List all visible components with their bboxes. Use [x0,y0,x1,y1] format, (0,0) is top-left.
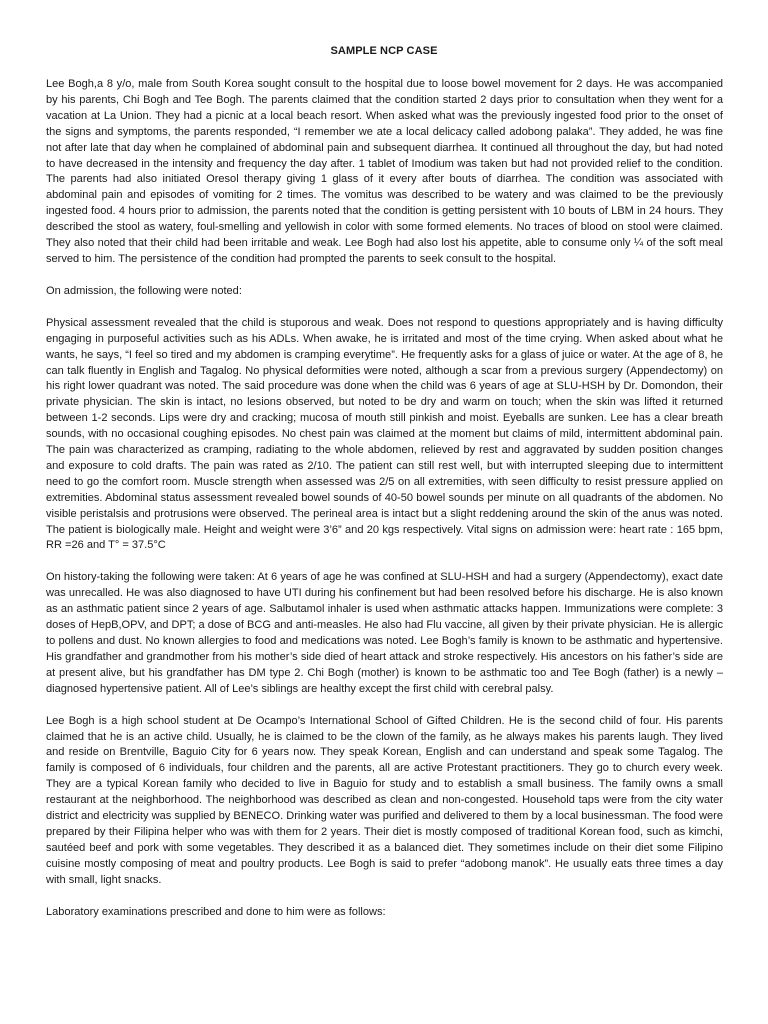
paragraph-history: On history-taking the following were taken: At 6 years of age he was confined at SLU-HSH and had a surgery (Appendectomy), exact date was unrecalled. He was also diagnosed to have UTI during his confinement but had been resolved before his discharge. He is also known as an asthmatic patient since 2 years of age. Salbutamol inhaler is used when asthmatic attacks happen. Immunizations were complete: 3 doses of HepB,OPV, and DPT; a dose of BCG and anti-measles. He also had Flu vaccine, all given by their private physician. He is allergic to pollens and dust. No known allergies to food and medications was noted. Lee Bogh’s family is known to be asthmatic and hypertensive. His grandfather and grandmother from his mother’s side died of heart attack and stroke respectively. His ancestors on his father’s side are at present alive, but his grandfather has DM type 2. Chi Bogh (mother) is known to be asthmatic too and Tee Bogh (father) is a newly –diagnosed hypertensive patient. All of Lee’s siblings are healthy except the first child with cerebral palsy. [46,571,723,695]
paragraph-admission-intro: On admission, the following were noted: [46,284,242,297]
document-title: SAMPLE NCP CASE [330,45,438,57]
paragraph-social-history: Lee Bogh is a high school student at De Ocampo’s International School of Gifted Children. He is the second child of four. His parents claimed that he is an active child. Usually, he is claimed to be the clown of the family, as he always makes his parents laugh. They lived and reside on Brentville, Baguio City for 6 years now. They speak Korean, English and can understand and speak some Tagalog. The family is composed of 6 individuals, four children and the parents, all are active Protestant practitioners. They go to church every week. They are a typical Korean family who decided to live in Baguio for study and to establish a small business. The family owns a small restaurant at the neighborhood. The neighborhood was described as clean and non-congested. Household taps were from the city water district and electricity was supplied by BENECO. Drinking water was purified and delivered to them by a local businessman. The food were prepared by their Filipina helper who was with them for 2 years. Their diet is mostly composed of traditional Korean food, such as kimchi, sautéed beef and pork with some vegetables. They described it as a balanced diet. They sometimes include on their diet some Filipino cuisine mostly composing of meat and poultry products. Lee Bogh is said to prefer “adobong manok”. He usually eats three times a day with small, light snacks. [46,714,723,886]
paragraph-physical-assessment: Physical assessment revealed that the child is stuporous and weak. Does not respond to questions appropriately and is having difficulty engaging in purposeful activities such as his ADLs. When awake, he is irritated and most of the time crying. When asked about what he wants, he says, “I feel so tired and my abdomen is cramping everytime”. He frequently asks for a glass of juice or water. At the age of 8, he can talk fluently in English and Tagalog. No physical deformities were noted, although a scar from a previous surgery (Appendectomy) on his right lower quadrant was noted. The said procedure was done when the child was 6 years of age at SLU-HSH by Dr. Domondon, their private physician. The skin is intact, no lesions observed, but noted to be dry and warm on touch; when the skin was lifted it returned between 1-2 seconds. Lips were dry and cracking; mucosa of mouth still pinkish and moist. Eyeballs are sunken. Lee has a clear breath sounds, with no occasional coughing episodes. No chest pain was claimed at the moment but claims of mild, intermittent abdominal pain. The pain was characterized as cramping, radiating to the whole abdomen, relieved by rest and aggravated by sudden position changes and exposure to cold drafts. The pain was rated as 2/10. The patient can still rest well, but with interrupted sleeping due to intermittent need to go the comfort room. Muscle strength when assessed was 2/5 on all extremities, with seen difficulty to resist pressure applied on extremities. Abdominal status assessment revealed bowel sounds of 40-50 bowel sounds per minute on all quadrants of the abdomen. No visible peristalsis and protrusions were observed. The perineal area is intact but a slight reddening around the skin of the anus was noted. The patient is biologically male. Height and weight were 3’6” and 20 kgs respectively. Vital signs on admission were: heart rate : 165 bpm, RR =26 and T° = 37.5°C [46,316,723,552]
paragraph-chief-complaint: Lee Bogh,a 8 y/o, male from South Korea sought consult to the hospital due to loose bowel movement for 2 days. He was accompanied by his parents, Chi Bogh and Tee Bogh. The parents claimed that the condition started 2 days prior to consultation when they went for a vacation at La Union. They had a picnic at a local beach resort. When asked what was the previously ingested food prior to the onset of the signs and symptoms, the parents responded, “I remember we ate a local delicacy called adobong palaka”. They added, he was fine not after late that day when he complained of abdominal pain and subsequent diarrhea. It continued all throughout the day, but had noted to have decreased in the intensity and frequency the day after. 1 tablet of Imodium was taken but had not provided relief to the condition. The parents had also initiated Oresol therapy giving 1 glass of it every after bouts of diarrhea. The condition was associated with abdominal pain and episodes of vomiting for 2 times. The vomitus was described to be watery and was claimed to be the previously ingested food. 4 hours prior to admission, the parents noted that the condition is getting persistent with 10 bouts of LBM in 24 hours. They described the stool as watery, foul-smelling and yellowish in color with some formed elements. No traces of blood on stool were claimed. They also noted that their child had been irritable and weak. Lee Bogh had also lost his appetite, able to consume only ¼ of the soft meal served to him. The persistence of the condition had prompted the parents to seek consult to the hospital. [46,78,723,265]
paragraph-laboratory-intro: Laboratory examinations prescribed and done to him were as follows: [46,905,386,918]
document-body [46,77,723,937]
